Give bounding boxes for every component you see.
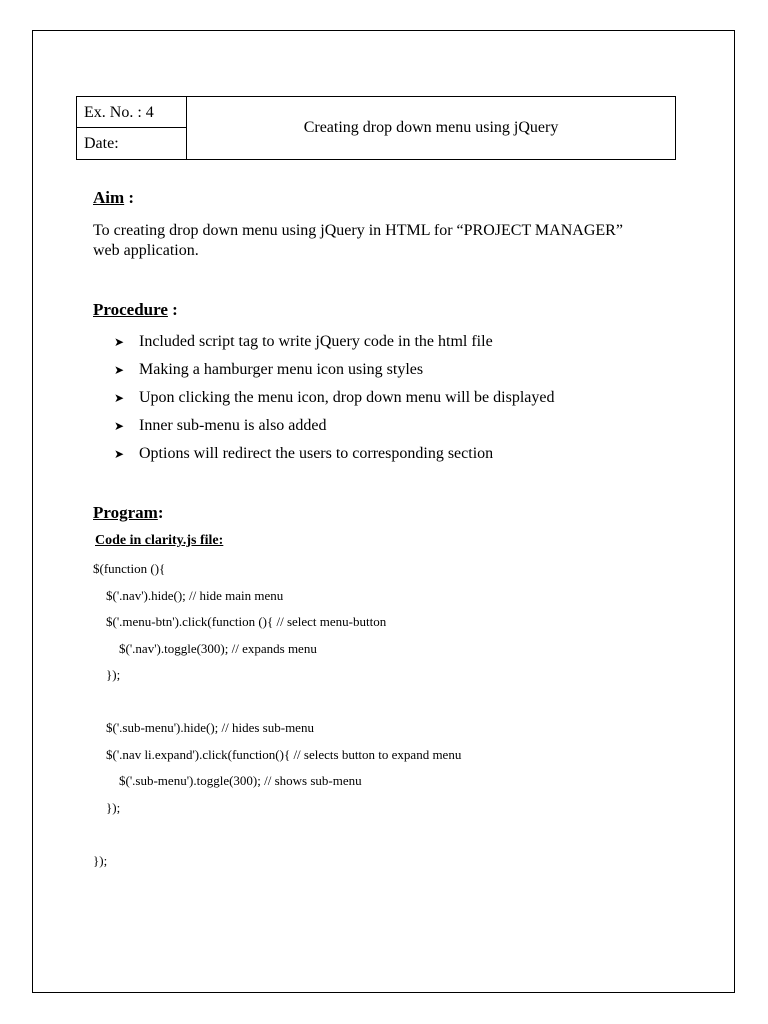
exercise-number: Ex. No. : 4 — [77, 97, 186, 128]
procedure-heading — [93, 300, 178, 320]
arrow-bullet-icon: ➤ — [114, 447, 125, 461]
code-line: $('.sub-menu').toggle(300); // shows sub-menu — [93, 773, 362, 788]
header-table — [76, 96, 676, 160]
aim-text-line-2: web application. — [93, 242, 199, 259]
list-item — [114, 359, 554, 387]
arrow-bullet-icon: ➤ — [114, 363, 125, 377]
program-heading-colon: : — [157, 503, 164, 522]
date-field: Date: — [84, 135, 119, 152]
procedure-heading-colon: : — [167, 300, 178, 319]
code-line: $('.sub-menu').hide(); // hides sub-menu — [93, 720, 314, 735]
list-item-text: Options will redirect the users to corresponding section — [139, 445, 494, 462]
list-item-text: Making a hamburger menu icon using styles — [139, 361, 424, 378]
code-line: $('.menu-btn').click(function (){ // select menu-button — [93, 614, 387, 629]
procedure-list — [114, 331, 554, 471]
code-line: }); — [93, 852, 108, 868]
arrow-bullet-icon: ➤ — [114, 335, 125, 349]
exercise-title: Creating drop down menu using jQuery — [303, 119, 559, 136]
code-line: $('.nav li.expand').click(function(){ // selects button to expand menu — [93, 746, 462, 762]
list-item — [114, 443, 554, 471]
list-item-text: Inner sub-menu is also added — [139, 417, 327, 434]
aim-heading — [93, 188, 134, 208]
arrow-bullet-icon: ➤ — [114, 391, 125, 405]
list-item-text: Upon clicking the menu icon, drop down menu will be displayed — [139, 389, 555, 406]
aim-heading-colon: : — [124, 188, 135, 207]
list-item — [114, 387, 554, 415]
code-file-title: Code in clarity.js file: — [95, 533, 224, 548]
header-left-column — [77, 97, 187, 159]
code-block — [93, 559, 461, 877]
code-line: $('.nav').hide(); // hide main menu — [93, 587, 284, 603]
code-line: }); — [93, 667, 121, 682]
code-line: $(function (){ — [93, 561, 166, 576]
procedure-heading-label: Procedure — [93, 300, 168, 319]
aim-heading-label: Aim — [93, 188, 125, 207]
code-line — [93, 824, 461, 851]
list-item — [114, 331, 554, 359]
code-line: }); — [93, 799, 121, 815]
arrow-bullet-icon: ➤ — [114, 419, 125, 433]
code-line — [93, 692, 461, 719]
list-item — [114, 415, 554, 443]
aim-text-line-1: To creating drop down menu using jQuery in HTML for “PROJECT MANAGER” — [93, 222, 623, 239]
program-heading-label: Program — [93, 503, 158, 522]
list-item-text: Included script tag to write jQuery code in the html file — [139, 333, 493, 350]
program-heading — [93, 503, 164, 523]
code-line: $('.nav').toggle(300); // expands menu — [93, 640, 317, 656]
